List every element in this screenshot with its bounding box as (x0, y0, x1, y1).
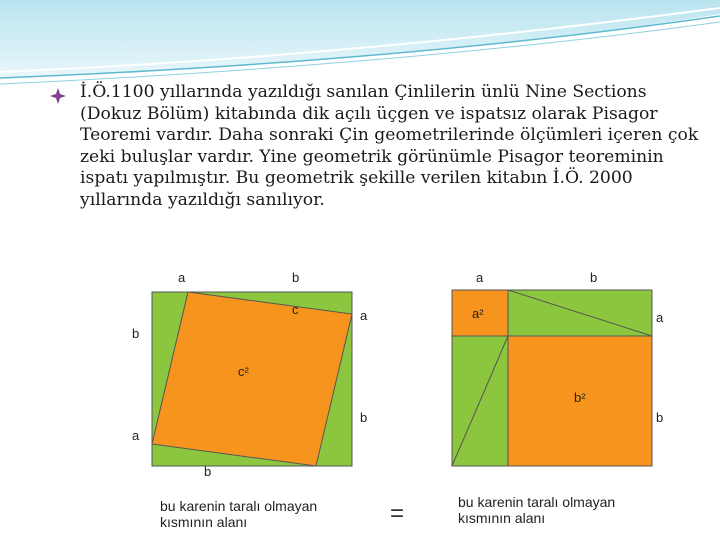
diamond-bullet-icon (48, 86, 68, 106)
label-bottom-b: b (204, 464, 212, 479)
left-caption (160, 498, 317, 530)
label-top-b: b (292, 270, 300, 285)
right-caption (458, 494, 615, 526)
left-caption-line2: kısmının alanı (160, 514, 248, 530)
header-decoration (0, 0, 720, 90)
label-small-a2: a² (472, 306, 484, 321)
label-right-b: b (360, 410, 368, 425)
label-right-b: b (656, 410, 664, 425)
label-right-a: a (360, 308, 368, 323)
right-caption-line1: bu karenin taralı olmayan (458, 494, 616, 510)
left-pythagoras-figure (120, 262, 380, 484)
equals-sign: = (390, 500, 405, 527)
label-top-a: a (178, 270, 186, 285)
label-top-a: a (476, 270, 484, 285)
label-top-b: b (590, 270, 598, 285)
label-left-b: b (132, 326, 140, 341)
left-caption-line1: bu karenin taralı olmayan (160, 498, 318, 514)
label-large-b2: b² (574, 390, 586, 405)
right-caption-line2: kısmının alanı (458, 510, 546, 526)
label-top-c: c (292, 302, 299, 317)
label-center-c2: c² (238, 364, 249, 379)
right-pythagoras-figure (420, 262, 680, 484)
body-paragraph: İ.Ö.1100 yıllarında yazıldığı sanılan Çinlilerin ünlü Nine Sections (Dokuz Bölüm) kitabında dik açılı üçgen ve ispatsız olarak Pisagor Teoremi vardır. Daha sonraki Çin geometrilerinde ölçümleri içeren çok zeki buluşlar vardır. Yine geometrik görünümle Pisagor teoreminin ispatı yapılmıştır. Bu geometrik şekille verilen kitabın İ.Ö. 2000 yıllarında yazıldığı sanılıyor. (80, 82, 699, 210)
label-left-a: a (132, 428, 140, 443)
inner-square-c (152, 292, 352, 466)
label-right-a: a (656, 310, 664, 325)
